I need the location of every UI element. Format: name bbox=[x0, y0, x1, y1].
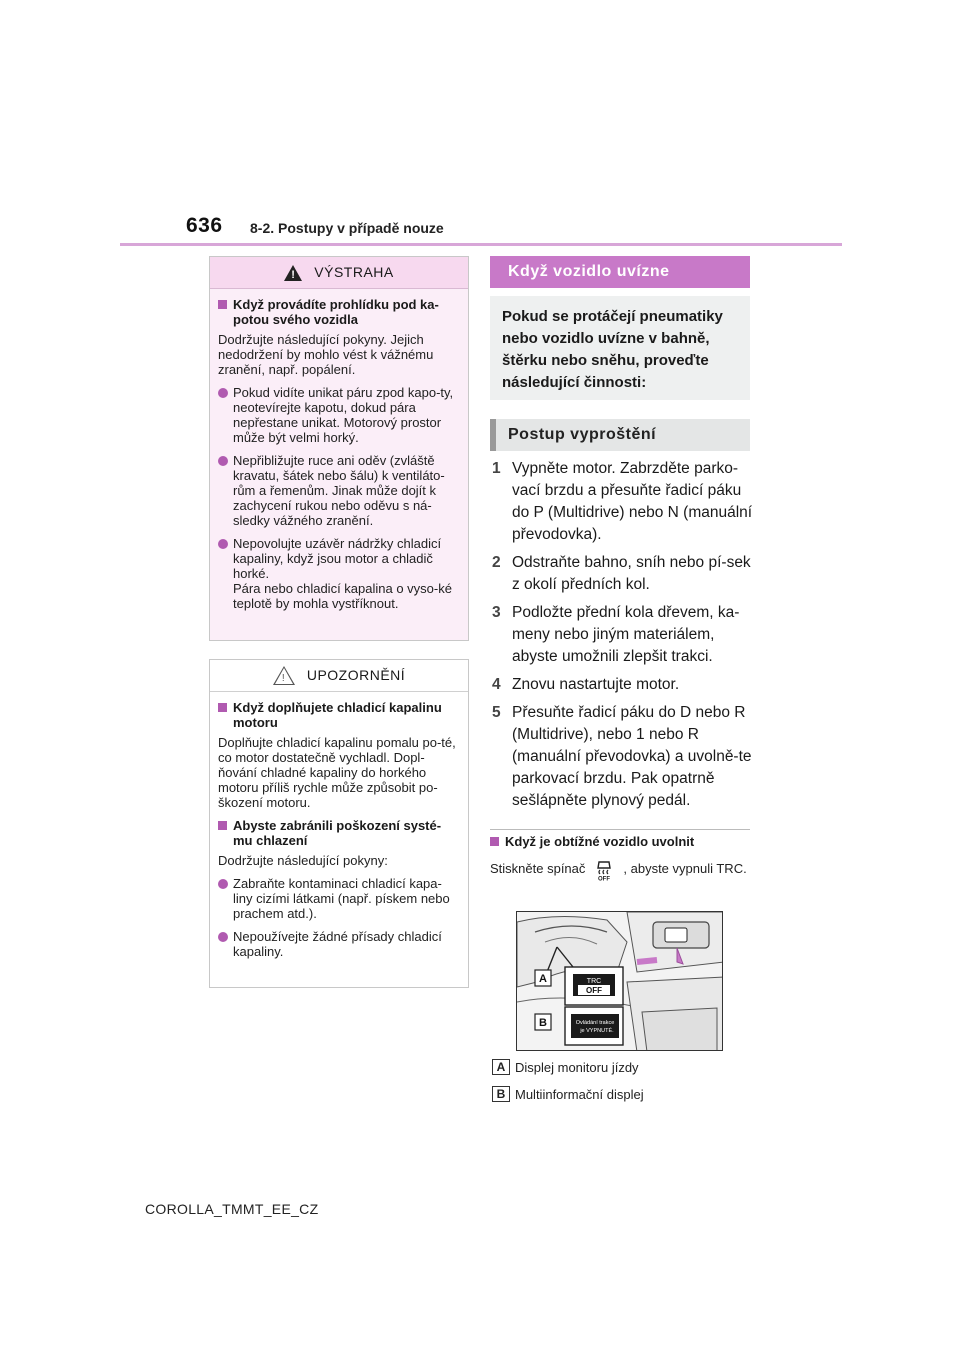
chapter-title: 8-2. Postupy v případě nouze bbox=[250, 220, 444, 236]
stuck-intro: Pokud se protáčejí pneumatiky nebo vozidlo uvízne v bahně, štěrku nebo sněhu, proveďte následující činnosti: bbox=[490, 296, 750, 400]
step-text: Znovu nastartujte motor. bbox=[512, 676, 680, 693]
procedure-step bbox=[492, 674, 754, 696]
procedure-step bbox=[492, 552, 754, 596]
notice-title: UPOZORNĚNÍ bbox=[306, 667, 406, 683]
trc-message-line2: je VYPNUTÉ. bbox=[580, 1028, 614, 1034]
warning-intro: Dodržujte následující pokyny. Jejich nedodržení by mohlo vést k vážnému zranění, např. popálení. bbox=[218, 332, 434, 377]
step-text: Odstraňte bahno, sníh nebo pí-sek z okolí předních kol. bbox=[512, 554, 751, 593]
header-rule bbox=[120, 243, 842, 246]
square-bullet-icon bbox=[490, 837, 499, 846]
illus-label-b: B bbox=[539, 1017, 547, 1029]
notice-text: Dodržujte následující pokyny: bbox=[218, 853, 388, 868]
trc-icon-text: OFF bbox=[598, 876, 611, 881]
step-text: Podložte přední kola dřevem, ka-meny nebo jiným materiálem, abyste umožnili zlepšit trakci. bbox=[512, 604, 740, 665]
trc-off-switch-icon bbox=[593, 859, 615, 881]
notice-box bbox=[209, 659, 469, 988]
trc-instruction: Stiskněte spínač OFF , abyste vypnuli TRC. bbox=[490, 858, 750, 881]
warning-title: VÝSTRAHA bbox=[314, 264, 394, 280]
square-bullet-icon bbox=[218, 300, 227, 309]
difficult-heading: Když je obtížné vozidlo uvolnit bbox=[490, 834, 694, 849]
dashboard-drawing bbox=[517, 912, 723, 1051]
notice-title-bar bbox=[210, 660, 468, 692]
step-number: 5 bbox=[492, 704, 501, 721]
warning-box bbox=[209, 256, 469, 641]
trc-label-top: TRC bbox=[586, 978, 602, 985]
illus-label-a: A bbox=[539, 973, 547, 985]
warning-title-bar bbox=[210, 257, 468, 289]
step-number: 2 bbox=[492, 554, 501, 571]
legend-key: A bbox=[492, 1059, 510, 1075]
document-code: COROLLA_TMMT_EE_CZ bbox=[145, 1201, 319, 1217]
caution-triangle-icon bbox=[273, 666, 295, 685]
round-bullet-icon bbox=[218, 539, 228, 549]
step-number: 1 bbox=[492, 460, 501, 477]
section-title-stuck: Když vozidlo uvízne bbox=[490, 256, 750, 288]
trc-message-line1: Ovládání trakce bbox=[575, 1020, 615, 1026]
procedure-title: Postup vyproštění bbox=[490, 419, 750, 451]
legend-text: Displej monitoru jízdy bbox=[515, 1059, 639, 1075]
step-text: Přesuňte řadicí páku do D nebo R (Multidrive), nebo 1 nebo R (manuální převodovka) a uvolně-te parkovací brzdu. Pak opatrně sešlápněte plynový pedál. bbox=[512, 704, 752, 809]
page-number: 636 bbox=[186, 214, 223, 237]
round-bullet-icon bbox=[218, 879, 228, 889]
warning-bullet: Nepřibližujte ruce ani oděv (zvláště kravatu, šátek nebo šálu) k ventiláto-rům a řemenům. Jinak může dojít k zachycení rukou nebo oděvu s ná-sledky vážného zranění. bbox=[218, 453, 460, 528]
subsection-rule bbox=[490, 829, 750, 830]
legend-key: B bbox=[492, 1086, 510, 1102]
warning-bullet: Pokud vidíte unikat páru zpod kapo-ty, neotevírejte kapotu, dokud pára nepřestane unikat. Motorový prostor může být velmi horký. bbox=[218, 385, 460, 445]
legend-item-a bbox=[492, 1059, 639, 1075]
notice-bullet: Nepoužívejte žádné přísady chladicí kapaliny. bbox=[218, 929, 460, 959]
notice-heading: Abyste zabránili poškození systé-mu chlazení bbox=[218, 818, 460, 848]
square-bullet-icon bbox=[218, 821, 227, 830]
step-number: 3 bbox=[492, 604, 501, 621]
warning-bullet-line: Nepovolujte uzávěr nádržky chladicí kapaliny, když jsou motor a chladič horké. bbox=[233, 536, 442, 581]
notice-heading: Když doplňujete chladicí kapalinu motoru bbox=[218, 700, 460, 730]
procedure-step bbox=[492, 458, 754, 546]
notice-text: Doplňujte chladicí kapalinu pomalu po-té, co motor dostatečně vychladl. Dopl-ňování chladné kapaliny do horkého motoru příliš rychle může způsobit po-škození motoru. bbox=[218, 735, 456, 810]
legend-text: Multiinformační displej bbox=[515, 1086, 644, 1102]
procedure-steps bbox=[492, 458, 754, 818]
warning-bullet bbox=[218, 536, 460, 611]
warning-heading: Když provádíte prohlídku pod ka-potou svého vozidla bbox=[218, 297, 460, 327]
procedure-step bbox=[492, 702, 754, 812]
trc-illustration bbox=[516, 911, 723, 1051]
warning-bullet-line: Pára nebo chladicí kapalina o vyso-ké teplotě by mohla vystříknout. bbox=[233, 581, 452, 611]
square-bullet-icon bbox=[218, 703, 227, 712]
round-bullet-icon bbox=[218, 932, 228, 942]
legend-item-b bbox=[492, 1086, 644, 1102]
warning-triangle-icon bbox=[284, 265, 302, 281]
round-bullet-icon bbox=[218, 388, 228, 398]
step-number: 4 bbox=[492, 676, 501, 693]
trc-label-bottom: OFF bbox=[586, 986, 602, 995]
step-text: Vypněte motor. Zabrzděte parko-vací brzdu a přesuňte řadicí páku do P (Multidrive) nebo N (manuální převodovka). bbox=[512, 460, 753, 543]
notice-bullet: Zabraňte kontaminaci chladicí kapa-liny cizími látkami (např. pískem nebo prachem atd.). bbox=[218, 876, 460, 921]
procedure-step bbox=[492, 602, 754, 668]
round-bullet-icon bbox=[218, 456, 228, 466]
